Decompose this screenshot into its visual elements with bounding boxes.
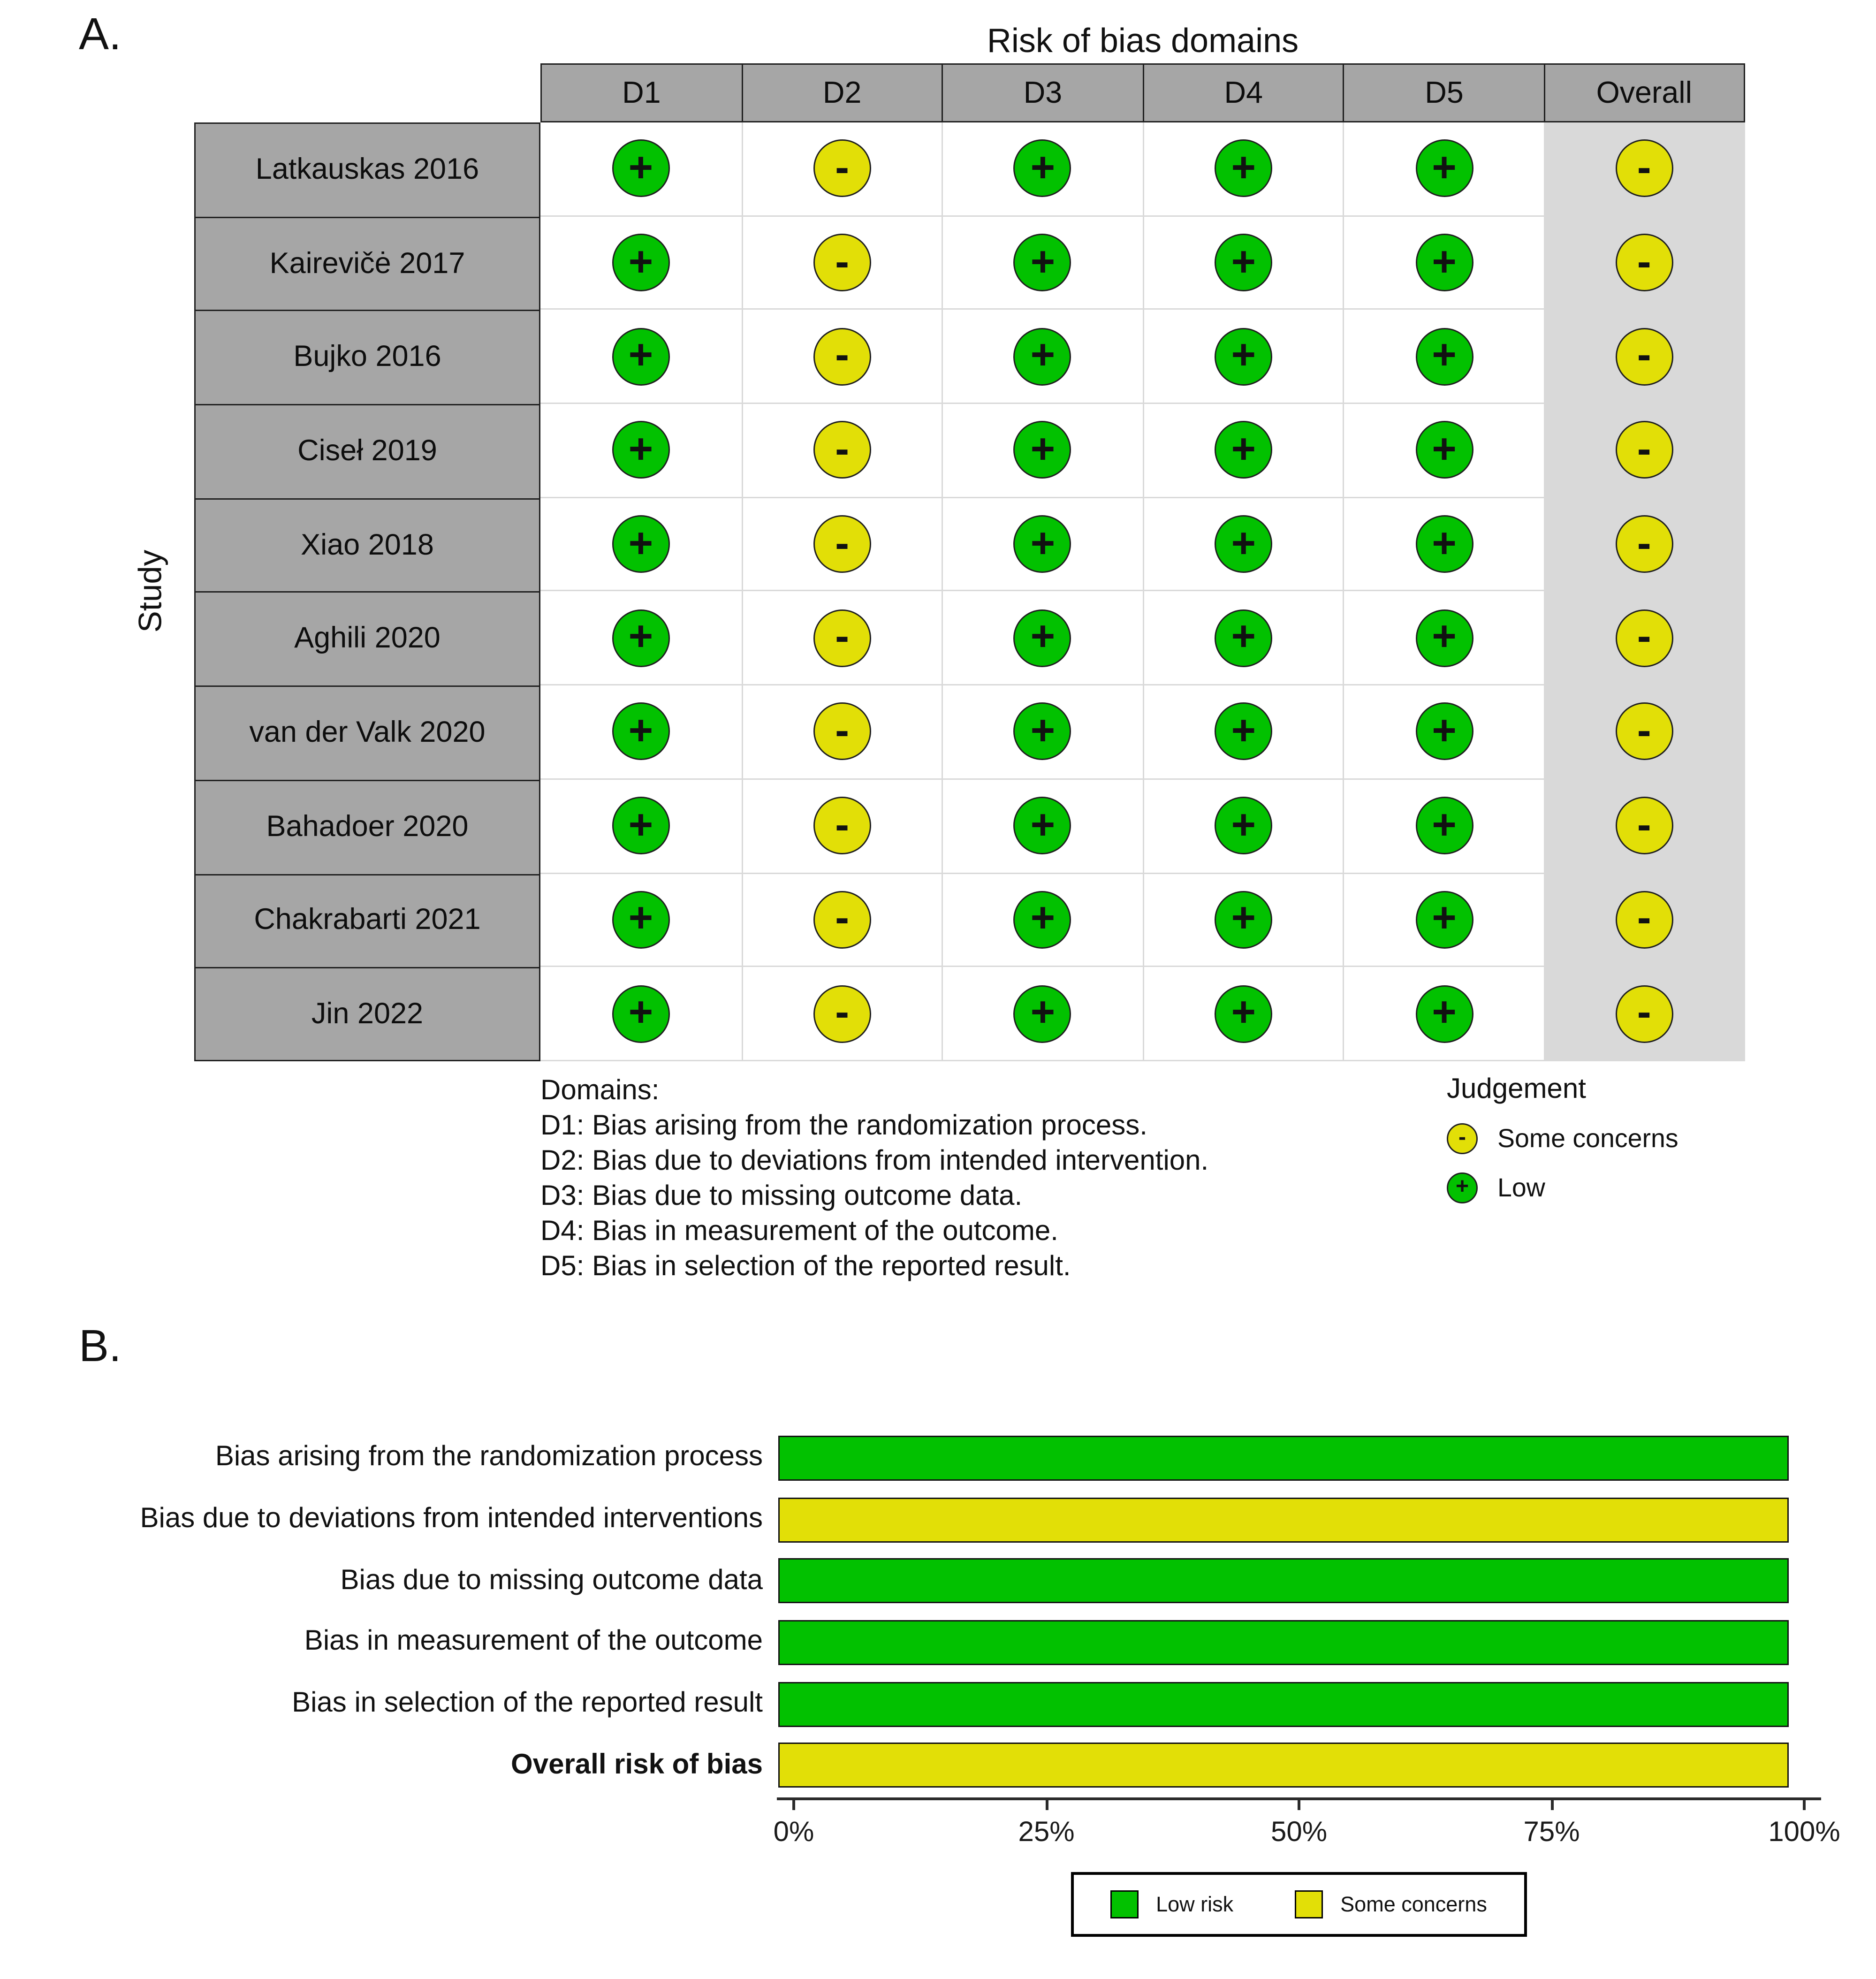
study-label: Latkauskas 2016 [194,122,540,216]
axis-tick-label: 100% [1768,1817,1840,1848]
judgement-circle-low: + [1014,140,1071,198]
judgement-circle-low: + [1447,1172,1478,1203]
judgement-circle-some_concerns: - [813,985,871,1043]
traffic-light-cell [1343,122,1544,216]
domain-definition: D4: Bias in measurement of the outcome. [540,1216,1058,1247]
judgement-legend-label: Low [1497,1172,1545,1202]
traffic-light-cell [540,685,741,779]
bar-row [0,1612,1804,1673]
judgement-legend-label: Some concerns [1497,1123,1679,1153]
panel-b-label: B. [79,1320,122,1371]
judgement-circle-some_concerns: - [1615,609,1673,667]
axis-tick [1803,1797,1806,1810]
traffic-light-cell [1142,779,1343,873]
panel-a-label: A. [79,8,122,59]
bar-segment [778,1743,1789,1788]
study-axis-label: Study [131,549,168,633]
judgement-circle-low: + [612,515,669,573]
traffic-light-cell [1544,310,1745,404]
judgement-legend-title: Judgement [1447,1074,1586,1105]
judgement-circle-low: + [1215,985,1272,1043]
judgement-circle-low: + [1415,234,1473,291]
traffic-light-cell [1142,967,1343,1061]
bar-row [0,1735,1804,1796]
column-header-d1: D1 [540,63,741,122]
judgement-circle-low: + [1215,891,1272,949]
traffic-light-cell [1343,874,1544,967]
judgement-circle-low: + [612,609,669,667]
judgement-circle-some_concerns: - [813,609,871,667]
corner-cell [194,63,540,122]
legend-label: Low risk [1156,1892,1234,1917]
judgement-legend-item [1447,1172,1679,1203]
judgement-circle-low: + [612,421,669,479]
judgement-circle-some_concerns: - [1615,985,1673,1043]
judgement-circle-low: + [1415,327,1473,385]
study-label: Bahadoer 2020 [194,779,540,873]
traffic-light-cell [540,498,741,592]
traffic-light-cell [942,216,1143,310]
judgement-circle-low: + [1415,515,1473,573]
traffic-light-cell [1544,779,1745,873]
bar-category-label: Overall risk of bias [511,1749,763,1781]
study-label: Chakrabarti 2021 [194,874,540,967]
traffic-light-cell [942,310,1143,404]
judgement-circle-low: + [1215,797,1272,854]
traffic-light-cell [540,592,741,685]
judgement-circle-low: + [1215,327,1272,385]
domain-definition: D2: Bias due to deviations from intended intervention. [540,1146,1209,1177]
study-label: Aghili 2020 [194,592,540,685]
traffic-light-cell [1343,967,1544,1061]
judgement-circle-low: + [1415,703,1473,761]
bar-segment [778,1559,1789,1604]
judgement-circle-low: + [1014,234,1071,291]
traffic-light-cell [1142,592,1343,685]
traffic-light-cell [942,874,1143,967]
axis-tick [1298,1797,1300,1810]
traffic-light-cell [1142,216,1343,310]
traffic-light-cell [540,404,741,498]
study-label: Xiao 2018 [194,498,540,592]
traffic-light-cell [1343,310,1544,404]
judgement-circle-low: + [1014,985,1071,1043]
traffic-light-cell [741,404,942,498]
domain-definition: D1: Bias arising from the randomization process. [540,1111,1147,1142]
study-label: Kairevičė 2017 [194,216,540,310]
judgement-circle-some_concerns: - [813,421,871,479]
legend-item [1111,1890,1233,1918]
traffic-light-cell [1343,216,1544,310]
judgement-circle-low: + [1415,609,1473,667]
domains-footnote-heading: Domains: [540,1075,660,1106]
column-header-d5: D5 [1343,63,1544,122]
judgement-legend-items [1447,1123,1679,1203]
judgement-circle-some_concerns: - [1615,891,1673,949]
traffic-light-cell [741,498,942,592]
traffic-light-cell [1544,498,1745,592]
judgement-circle-low: + [1014,421,1071,479]
domain-definition: D3: Bias due to missing outcome data. [540,1181,1023,1212]
traffic-light-cell [1544,404,1745,498]
traffic-light-cell [540,874,741,967]
traffic-light-cell [1343,685,1544,779]
traffic-light-cell [1343,592,1544,685]
traffic-light-cell [942,967,1143,1061]
traffic-light-cell [540,779,741,873]
judgement-circle-low: + [1215,515,1272,573]
traffic-light-cell [741,685,942,779]
traffic-light-cell [540,310,741,404]
traffic-light-cell [1142,498,1343,592]
judgement-circle-low: + [1215,421,1272,479]
judgement-circle-some_concerns: - [813,703,871,761]
traffic-light-cell [741,592,942,685]
study-label: Bujko 2016 [194,310,540,404]
axis-tick-label: 50% [1270,1817,1328,1848]
bar-legend-box [1071,1872,1527,1937]
judgement-circle-some_concerns: - [1615,703,1673,761]
judgement-circle-some_concerns: - [1615,797,1673,854]
traffic-light-cell [741,967,942,1061]
judgement-circle-some_concerns: - [813,891,871,949]
traffic-light-cell [942,685,1143,779]
traffic-light-cell [1544,216,1745,310]
traffic-light-cell [741,310,942,404]
bar-chart [0,1427,1804,1796]
study-label: van der Valk 2020 [194,685,540,779]
judgement-circle-low: + [1215,234,1272,291]
judgement-circle-low: + [1415,421,1473,479]
domains-footnote [540,1074,1208,1285]
bar-track [778,1743,1789,1788]
judgement-circle-low: + [1215,703,1272,761]
traffic-light-cell [1544,874,1745,967]
bar-category-label: Bias due to missing outcome data [340,1565,763,1596]
judgement-circle-low: + [1014,609,1071,667]
column-header-d3: D3 [942,63,1143,122]
traffic-light-cell [942,122,1143,216]
traffic-light-cell [1544,967,1745,1061]
legend-label: Some concerns [1340,1892,1487,1917]
judgement-circle-some_concerns: - [1615,515,1673,573]
bar-track [778,1620,1789,1665]
judgement-circle-low: + [1215,140,1272,198]
axis-tick-label: 0% [773,1817,814,1848]
axis-tick-label: 25% [1018,1817,1075,1848]
traffic-light-cell [1142,685,1343,779]
judgement-circle-low: + [612,140,669,198]
traffic-light-grid [194,63,1745,1061]
bar-legend-wrap [794,1872,1804,1937]
bar-row [0,1673,1804,1735]
axis-tick-label: 75% [1523,1817,1580,1848]
judgement-circle-some_concerns: - [813,140,871,198]
judgement-legend [1447,1074,1679,1203]
legend-swatch [1295,1890,1323,1918]
judgement-circle-low: + [1014,327,1071,385]
axis-tick [1550,1797,1553,1810]
judgement-circle-low: + [1415,797,1473,854]
traffic-light-cell [1544,685,1745,779]
traffic-light-cell [1343,404,1544,498]
judgement-circle-low: + [612,327,669,385]
judgement-legend-item [1447,1123,1679,1154]
column-header-d4: D4 [1142,63,1343,122]
traffic-light-cell [741,216,942,310]
traffic-light-cell [942,404,1143,498]
judgement-circle-some_concerns: - [1615,327,1673,385]
judgement-circle-low: + [612,797,669,854]
x-axis [773,1797,1840,1857]
traffic-light-cell [942,592,1143,685]
judgement-circle-low: + [1014,515,1071,573]
traffic-light-title: Risk of bias domains [987,23,1299,61]
bar-row [0,1489,1804,1550]
traffic-light-cell [1343,498,1544,592]
judgement-circle-low: + [1215,609,1272,667]
traffic-light-cell [1142,874,1343,967]
bar-track [778,1497,1789,1542]
judgement-circle-some_concerns: - [813,234,871,291]
judgement-circle-low: + [612,234,669,291]
traffic-light-cell [1142,122,1343,216]
judgement-circle-low: + [1415,140,1473,198]
traffic-light-cell [1544,592,1745,685]
judgement-circle-low: + [1014,703,1071,761]
traffic-light-cell [540,967,741,1061]
judgement-circle-some_concerns: - [1447,1123,1478,1154]
axis-tick [792,1797,795,1810]
traffic-light-cell [540,122,741,216]
traffic-light-cell [1142,404,1343,498]
column-header-overall: Overall [1544,63,1745,122]
bar-row [0,1427,1804,1489]
bar-row [0,1550,1804,1612]
traffic-light-cell [540,216,741,310]
judgement-circle-low: + [612,985,669,1043]
traffic-light-cell [741,122,942,216]
traffic-light-cell [1544,122,1745,216]
traffic-light-cell [741,779,942,873]
judgement-circle-low: + [612,891,669,949]
bar-segment [778,1620,1789,1665]
axis-tick [1045,1797,1048,1810]
bar-segment [778,1682,1789,1727]
bar-segment [778,1497,1789,1542]
judgement-circle-low: + [1014,797,1071,854]
traffic-light-cell [1343,779,1544,873]
judgement-circle-some_concerns: - [813,515,871,573]
domain-definition: D5: Bias in selection of the reported result. [540,1251,1071,1282]
study-label: Jin 2022 [194,967,540,1061]
judgement-circle-some_concerns: - [1615,140,1673,198]
judgement-circle-some_concerns: - [1615,421,1673,479]
traffic-light-cell [1142,310,1343,404]
domains-footnote-lines [540,1109,1208,1285]
judgement-circle-some_concerns: - [1615,234,1673,291]
legend-item [1295,1890,1487,1918]
bar-track [778,1559,1789,1604]
judgement-circle-some_concerns: - [813,797,871,854]
bar-track [778,1682,1789,1727]
study-label: Ciseł 2019 [194,404,540,498]
legend-swatch [1111,1890,1139,1918]
traffic-light-cell [942,779,1143,873]
bar-segment [778,1436,1789,1481]
judgement-circle-low: + [612,703,669,761]
judgement-circle-some_concerns: - [813,327,871,385]
judgement-circle-low: + [1415,891,1473,949]
judgement-circle-low: + [1415,985,1473,1043]
judgement-circle-low: + [1014,891,1071,949]
traffic-light-cell [741,874,942,967]
bar-track [778,1436,1789,1481]
bar-category-label: Bias in measurement of the outcome [304,1626,763,1658]
column-header-d2: D2 [741,63,942,122]
bar-category-label: Bias arising from the randomization process [215,1442,763,1473]
bar-category-label: Bias due to deviations from intended interventions [140,1503,763,1535]
traffic-light-cell [942,498,1143,592]
bar-category-label: Bias in selection of the reported result [292,1688,763,1719]
